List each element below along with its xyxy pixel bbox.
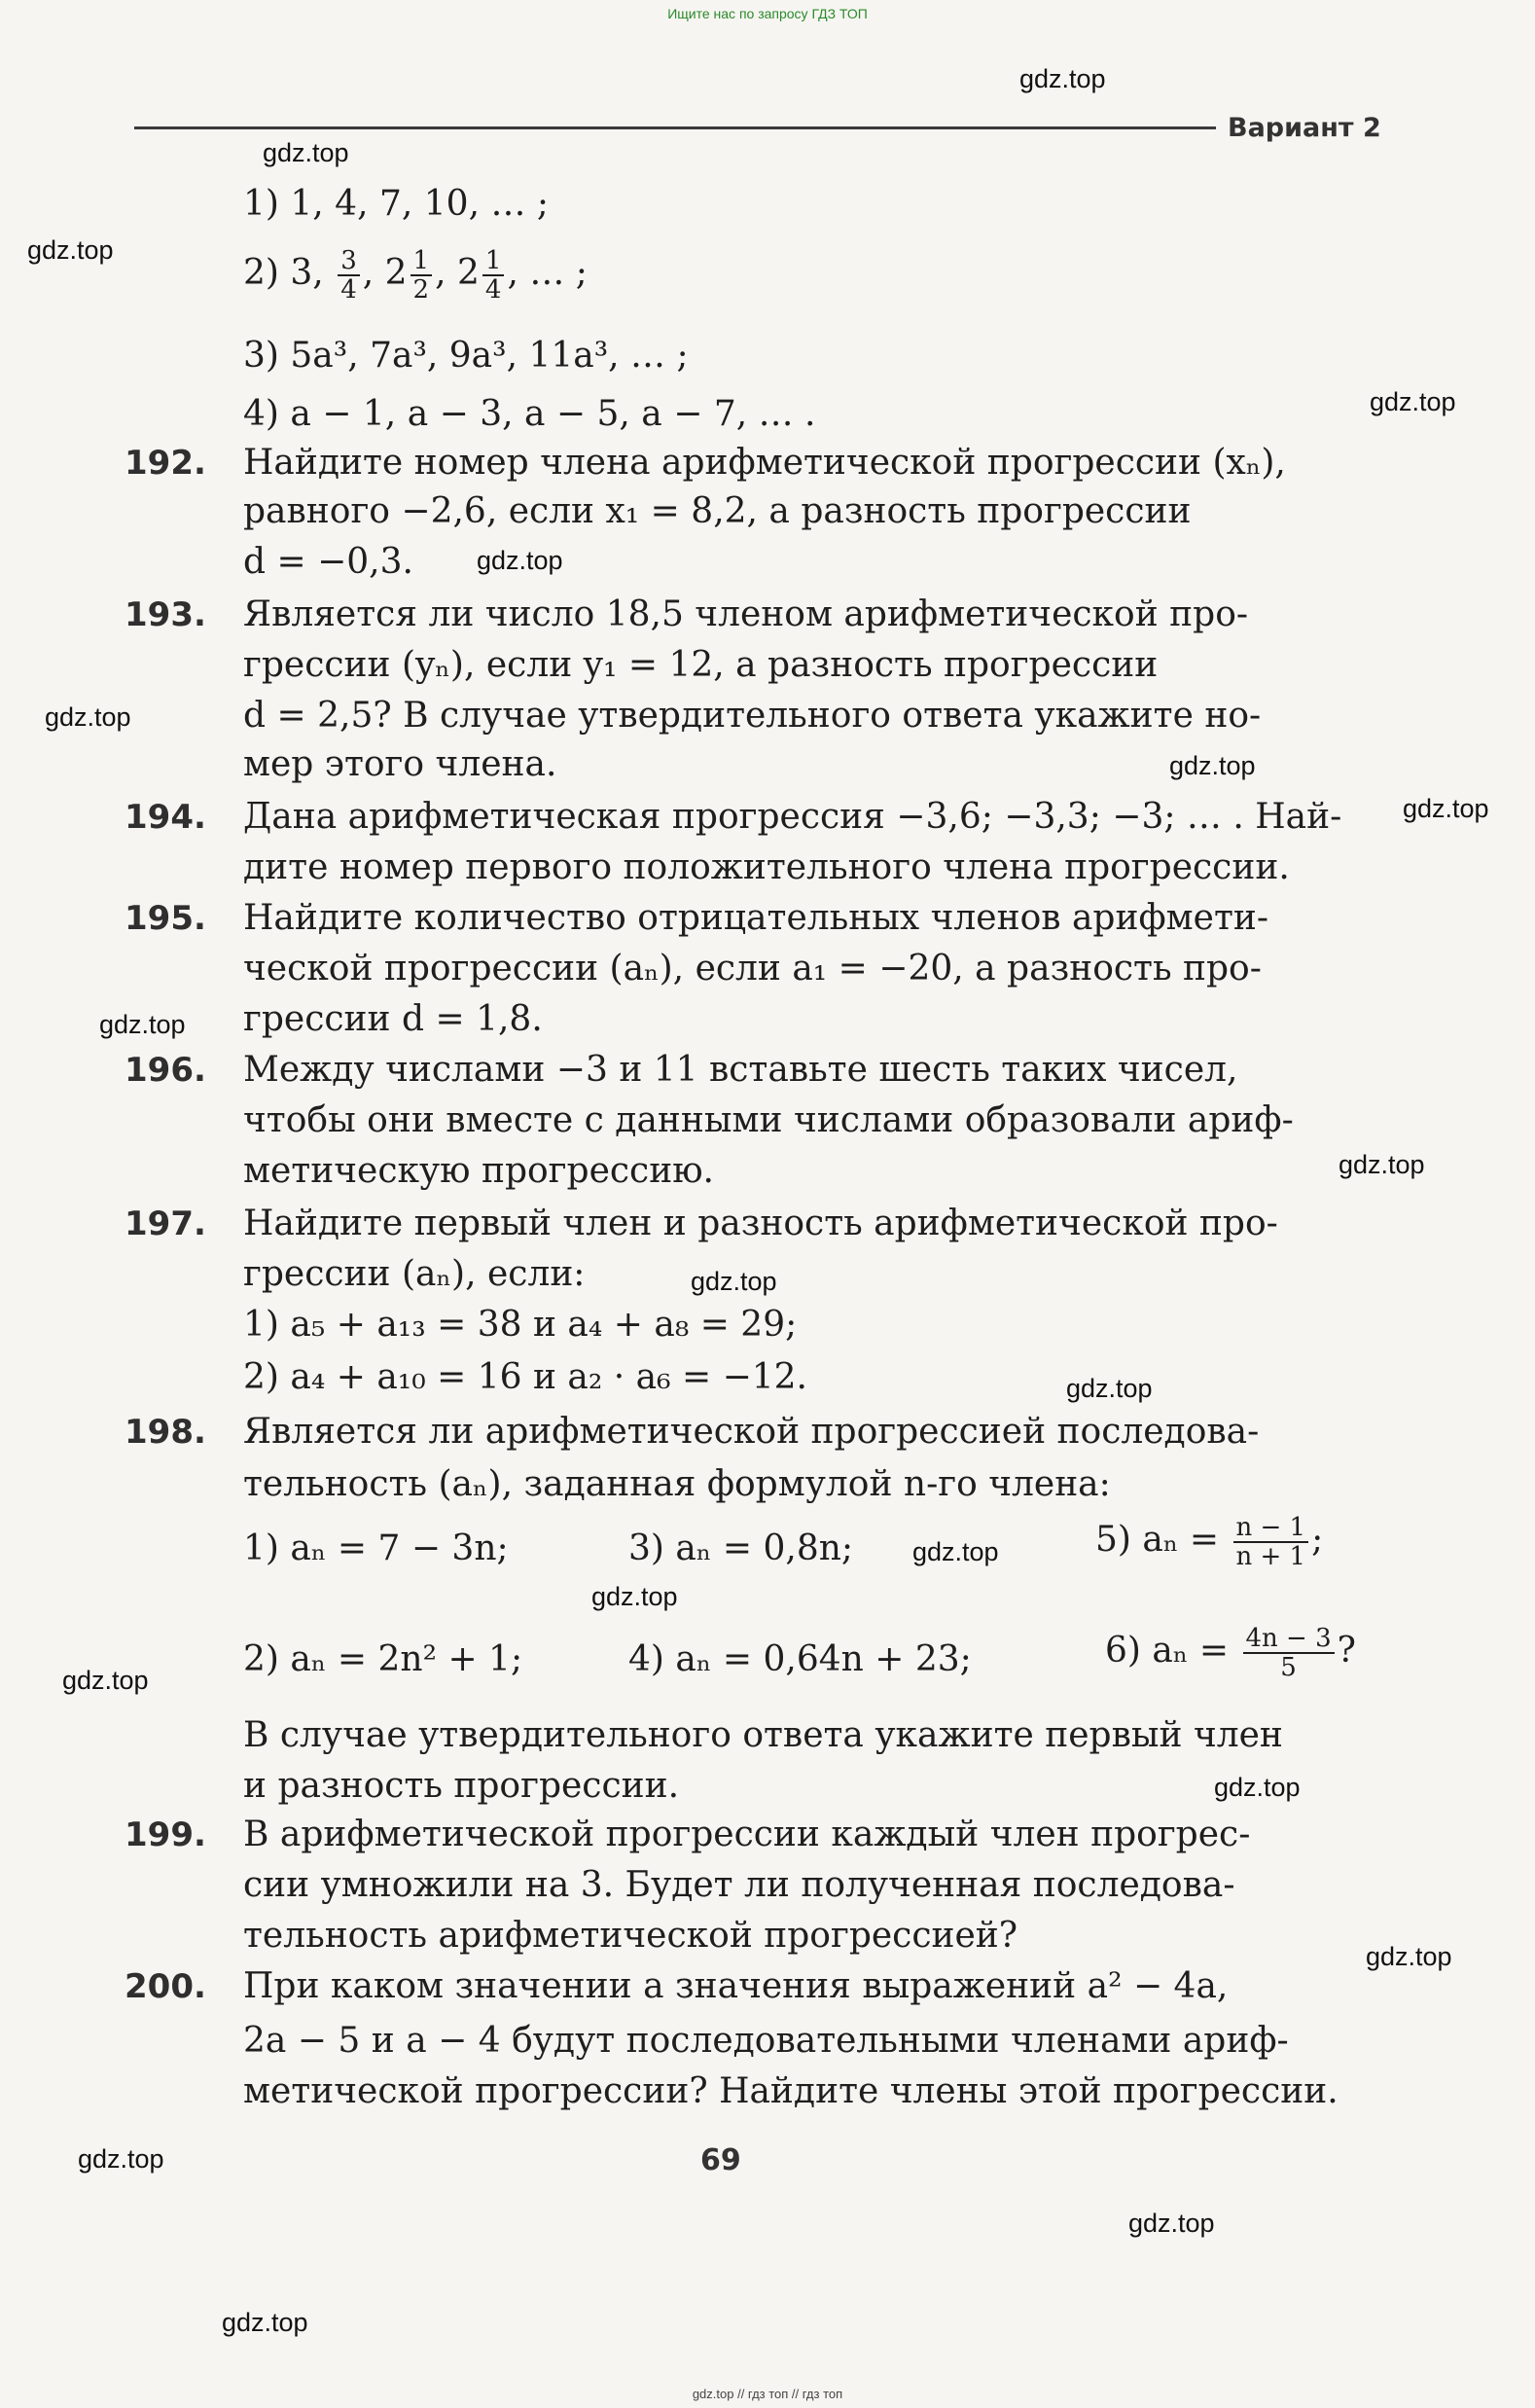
text-run: 5) aₙ =	[1095, 1520, 1220, 1560]
option-6	[1105, 1625, 1356, 1681]
watermark: gdz.top	[263, 138, 349, 167]
text-run: , 2	[435, 253, 480, 293]
problem-number: 196.	[125, 1051, 206, 1090]
watermark: gdz.top	[78, 2144, 164, 2174]
fraction: $\frac{3}{4}$	[338, 247, 360, 304]
problem-194-line: Дана арифметическая прогрессия −3,6; −3,3; −3; … . Най-	[243, 797, 1342, 837]
page-number: 69	[700, 2143, 741, 2177]
problem-197-line: 2) a₄ + a₁₀ = 16 и a₂ · a₆ = −12.	[243, 1357, 807, 1397]
fraction: $\frac{4n - 3}{5}$	[1243, 1625, 1335, 1681]
problem-198-line: В случае утвердительного ответа укажите первый член	[243, 1715, 1283, 1755]
problem-199-line: В арифметической прогрессии каждый член прогрес-	[243, 1815, 1251, 1854]
header-rule	[134, 126, 1216, 129]
problem-192-line: равного −2,6, если x₁ = 8,2, а разность прогрессии	[243, 491, 1192, 531]
problem-199-line: сии умножили на 3. Будет ли полученная последова-	[243, 1865, 1235, 1905]
fraction: $\frac{1}{2}$	[411, 247, 433, 304]
top-banner: Ищите нас по запросу ГДЗ ТОП	[667, 6, 868, 21]
problem-198-line: и разность прогрессии.	[243, 1766, 680, 1806]
problem-number: 199.	[125, 1815, 206, 1854]
text-run: , … ;	[507, 253, 588, 293]
problem-number: 193.	[125, 595, 206, 634]
problem-number: 195.	[125, 899, 206, 938]
problem-196-line: метическую прогрессию.	[243, 1151, 714, 1191]
problem-191-line	[243, 247, 588, 304]
watermark: gdz.top	[62, 1666, 149, 1695]
variant-label: Вариант 2	[1228, 113, 1381, 143]
watermark: gdz.top	[1403, 794, 1489, 823]
option-4: 4) aₙ = 0,64n + 23;	[628, 1639, 972, 1679]
watermark: gdz.top	[477, 546, 563, 575]
watermark: gdz.top	[1066, 1374, 1153, 1403]
watermark: gdz.top	[45, 702, 131, 732]
option-1: 1) aₙ = 7 − 3n;	[243, 1528, 509, 1568]
watermark: gdz.top	[1169, 751, 1256, 780]
problem-191-line: 3) 5a³, 7a³, 9a³, 11a³, … ;	[243, 336, 689, 376]
text-run: 6) aₙ =	[1105, 1631, 1230, 1671]
problem-196-line: Между числами −3 и 11 вставьте шесть таких чисел,	[243, 1050, 1238, 1090]
option-5	[1095, 1514, 1323, 1570]
watermark: gdz.top	[222, 2308, 308, 2337]
problem-200-line: 2a − 5 и a − 4 будут последовательными членами ариф-	[243, 2021, 1289, 2061]
problem-197-line: 1) a₅ + a₁₃ = 38 и a₄ + a₈ = 29;	[243, 1305, 798, 1345]
problem-198-line: Является ли арифметической прогрессией последова-	[243, 1412, 1260, 1452]
watermark: gdz.top	[1019, 64, 1106, 93]
text-run: ?	[1337, 1631, 1356, 1671]
fraction: $\frac{1}{4}$	[482, 247, 505, 304]
watermark: gdz.top	[1370, 387, 1456, 416]
problem-200-line: При каком значении a значения выражений a² − 4a,	[243, 1966, 1229, 2006]
problem-number: 198.	[125, 1413, 206, 1452]
problem-193-line: мер этого члена.	[243, 744, 557, 784]
problem-197-line: грессии (aₙ), если:	[243, 1254, 586, 1294]
watermark: gdz.top	[591, 1582, 678, 1611]
watermark: gdz.top	[912, 1537, 999, 1566]
problem-195-line: грессии d = 1,8.	[243, 999, 543, 1039]
watermark: gdz.top	[1366, 1942, 1452, 1971]
problem-191-line: 1) 1, 4, 7, 10, … ;	[243, 184, 550, 224]
problem-193-line: Является ли число 18,5 членом арифметической про-	[243, 594, 1249, 634]
watermark: gdz.top	[99, 1010, 186, 1039]
problem-200-line: метической прогрессии? Найдите члены этой прогрессии.	[243, 2071, 1339, 2111]
text-run: 2) 3,	[243, 253, 324, 293]
text-run: , 2	[362, 253, 408, 293]
option-3: 3) aₙ = 0,8n;	[628, 1528, 854, 1568]
problem-194-line: дите номер первого положительного члена прогрессии.	[243, 847, 1290, 887]
watermark: gdz.top	[691, 1267, 777, 1296]
problem-197-line: Найдите первый член и разность арифметической про-	[243, 1204, 1278, 1243]
fraction: $\frac{n - 1}{n + 1}$	[1233, 1514, 1309, 1570]
problem-193-line: d = 2,5? В случае утвердительного ответа укажите но-	[243, 696, 1262, 736]
problem-198-line: тельность (aₙ), заданная формулой n-го члена:	[243, 1464, 1111, 1504]
problem-192-line: d = −0,3.	[243, 542, 413, 582]
problem-number: 200.	[125, 1967, 206, 2006]
watermark: gdz.top	[1214, 1773, 1301, 1802]
text-run: ;	[1311, 1520, 1324, 1560]
problem-number: 197.	[125, 1204, 206, 1243]
watermark: gdz.top	[1339, 1150, 1425, 1179]
problem-193-line: грессии (yₙ), если y₁ = 12, а разность прогрессии	[243, 645, 1159, 685]
watermark: gdz.top	[27, 235, 114, 265]
problem-195-line: Найдите количество отрицательных членов арифмети-	[243, 898, 1269, 938]
problem-192-line: Найдите номер члена арифметической прогрессии (xₙ),	[243, 443, 1286, 483]
problem-191-line: 4) a − 1, a − 3, a − 5, a − 7, … .	[243, 394, 816, 434]
footer-text: gdz.top // гдз топ // гдз топ	[692, 2387, 843, 2401]
problem-195-line: ческой прогрессии (aₙ), если a₁ = −20, а разность про-	[243, 949, 1262, 988]
problem-number: 192.	[125, 444, 206, 483]
problem-196-line: чтобы они вместе с данными числами образовали ариф-	[243, 1100, 1294, 1140]
problem-199-line: тельность арифметической прогрессией?	[243, 1916, 1018, 1956]
problem-number: 194.	[125, 798, 206, 837]
option-2: 2) aₙ = 2n² + 1;	[243, 1639, 523, 1679]
watermark: gdz.top	[1128, 2209, 1215, 2238]
